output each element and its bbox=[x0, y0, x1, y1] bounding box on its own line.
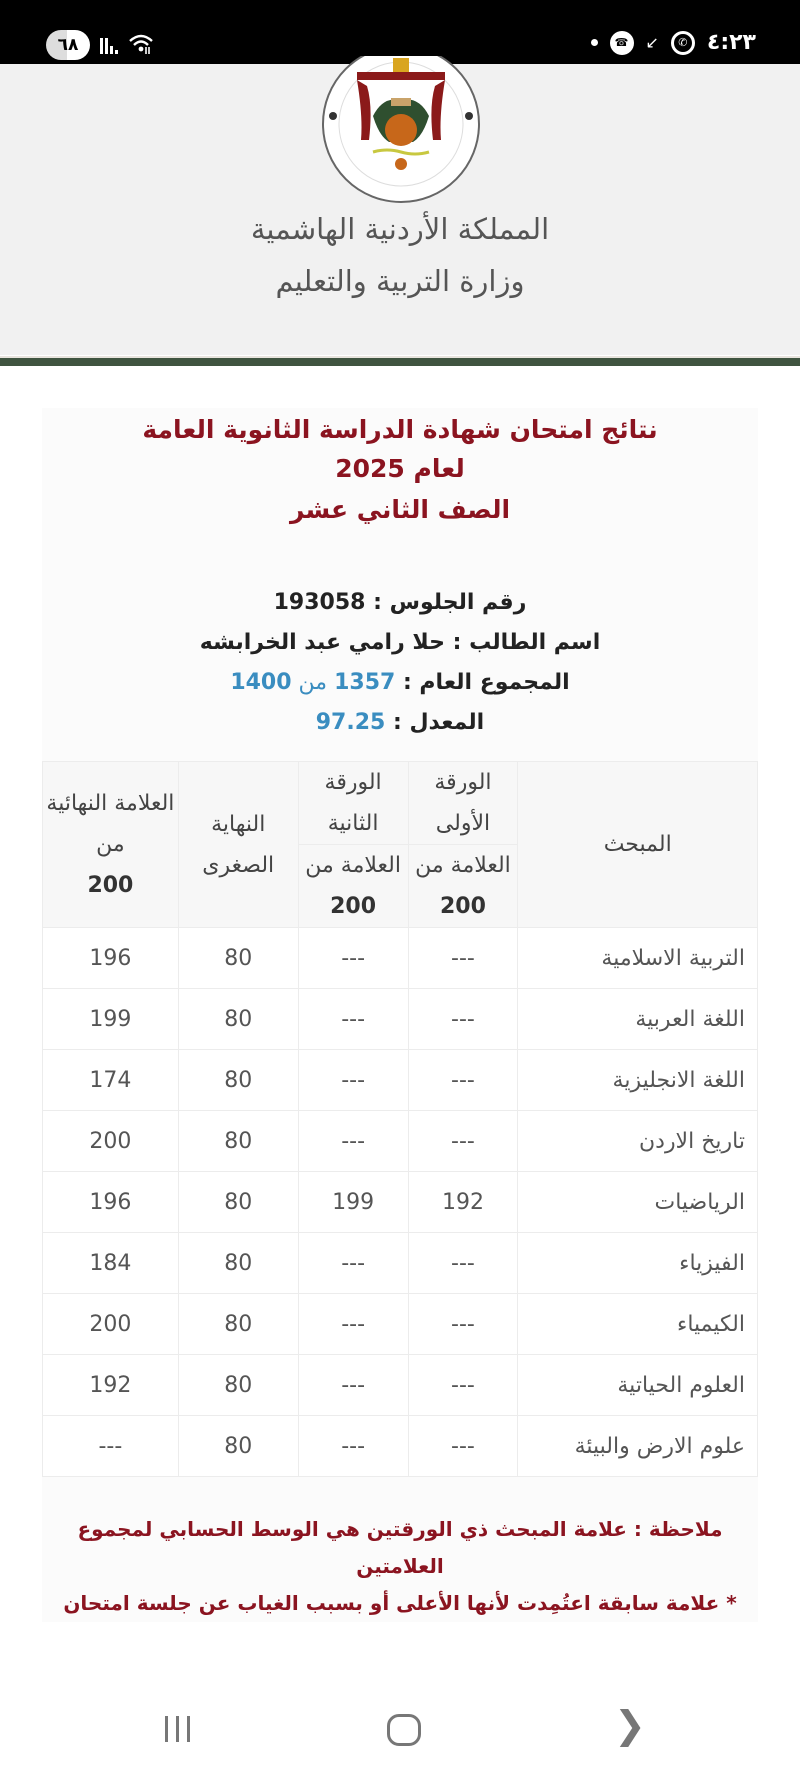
header-paper1-sub bbox=[408, 845, 518, 928]
paper2-cell: --- bbox=[298, 928, 408, 989]
final-cell: 196 bbox=[43, 928, 179, 989]
results-title-block bbox=[42, 408, 758, 531]
paper1-cell: --- bbox=[408, 1050, 518, 1111]
average-value: 97.25 bbox=[315, 710, 386, 735]
min-cell: 80 bbox=[178, 1111, 298, 1172]
header-divider bbox=[0, 356, 800, 366]
results-card bbox=[42, 408, 758, 1622]
note-previous-mark: * علامة سابقة اعتُمِدت لأنها الأعلى أو بسبب الغياب عن جلسة امتحان bbox=[63, 1591, 737, 1615]
exam-year: لعام 2025 bbox=[335, 454, 465, 483]
wifi-icon bbox=[128, 33, 154, 58]
student-info bbox=[42, 583, 758, 743]
final-cell: 174 bbox=[43, 1050, 179, 1111]
notification-dot bbox=[591, 39, 598, 46]
min-cell: 80 bbox=[178, 1233, 298, 1294]
paper2-cell: --- bbox=[298, 1416, 408, 1477]
table-row bbox=[43, 1050, 758, 1111]
paper1-cell: --- bbox=[408, 1355, 518, 1416]
subject-cell: العلوم الحياتية bbox=[518, 1355, 758, 1416]
paper2-cell: 199 bbox=[298, 1172, 408, 1233]
back-button[interactable] bbox=[614, 1703, 646, 1747]
kingdom-title: المملكة الأردنية الهاشمية bbox=[250, 212, 550, 246]
average-label: المعدل : bbox=[385, 710, 485, 735]
final-cell: 192 bbox=[43, 1355, 179, 1416]
paper2-cell: --- bbox=[298, 1233, 408, 1294]
exam-grade: الصف الثاني عشر bbox=[289, 495, 511, 524]
notes bbox=[42, 1511, 758, 1622]
paper2-cell: --- bbox=[298, 1050, 408, 1111]
subject-cell: اللغة العربية bbox=[518, 989, 758, 1050]
paper1-cell: --- bbox=[408, 928, 518, 989]
header-final-max: 200 bbox=[87, 873, 134, 898]
paper2-cell: --- bbox=[298, 1111, 408, 1172]
header-final-label: العلامة النهائية من bbox=[46, 791, 175, 857]
subject-cell: تاريخ الاردن bbox=[518, 1111, 758, 1172]
min-cell: 80 bbox=[178, 1416, 298, 1477]
total-value: 1357 bbox=[334, 670, 396, 695]
table-row bbox=[43, 1416, 758, 1477]
final-cell: 200 bbox=[43, 1111, 179, 1172]
subject-cell: الكيمياء bbox=[518, 1294, 758, 1355]
ministry-title: وزارة التربية والتعليم bbox=[275, 264, 525, 298]
total-max: 1400 bbox=[230, 670, 292, 695]
home-button[interactable] bbox=[387, 1714, 421, 1746]
seat-number-row bbox=[42, 583, 758, 623]
status-right bbox=[591, 30, 757, 55]
table-header-row bbox=[43, 762, 758, 845]
paper2-cell: --- bbox=[298, 989, 408, 1050]
header-paper1-sub-label: العلامة من bbox=[415, 853, 511, 878]
student-name-label: اسم الطالب : bbox=[444, 630, 601, 655]
student-name-row bbox=[42, 623, 758, 663]
back-icon: ❯ bbox=[614, 1703, 646, 1747]
min-cell: 80 bbox=[178, 928, 298, 989]
header-paper1-title: الورقة الأولى bbox=[408, 762, 518, 845]
final-cell: 196 bbox=[43, 1172, 179, 1233]
signal-icon bbox=[100, 36, 118, 54]
table-row bbox=[43, 1355, 758, 1416]
ministry-header bbox=[0, 64, 800, 355]
final-cell: 184 bbox=[43, 1233, 179, 1294]
emblem-icon bbox=[313, 56, 489, 208]
table-row bbox=[43, 1172, 758, 1233]
note-average: ملاحظة : علامة المبحث ذي الورقتين هي الوسط الحسابي لمجموع العلامتين bbox=[77, 1517, 723, 1578]
subject-cell: اللغة الانجليزية bbox=[518, 1050, 758, 1111]
paper1-cell: --- bbox=[408, 1233, 518, 1294]
paper1-cell: --- bbox=[408, 1294, 518, 1355]
navigation-bar bbox=[0, 1686, 800, 1777]
header-paper1-max: 200 bbox=[439, 894, 486, 919]
table-row bbox=[43, 1111, 758, 1172]
exam-title: نتائج امتحان شهادة الدراسة الثانوية العامة bbox=[142, 415, 658, 444]
student-name: حلا رامي عبد الخرابشه bbox=[199, 630, 445, 655]
status-bar bbox=[0, 0, 800, 64]
recents-icon bbox=[165, 1716, 168, 1742]
seat-number-label: رقم الجلوس : bbox=[365, 590, 527, 615]
seat-number: 193058 bbox=[273, 590, 366, 615]
subject-cell: الرياضيات bbox=[518, 1172, 758, 1233]
final-cell: 200 bbox=[43, 1294, 179, 1355]
header-paper2-sub-label: العلامة من bbox=[305, 853, 401, 878]
total-label: المجموع العام : bbox=[395, 670, 570, 695]
paper2-cell: --- bbox=[298, 1355, 408, 1416]
paper2-cell: --- bbox=[298, 1294, 408, 1355]
missed-call-icon: ↙ bbox=[645, 33, 659, 52]
min-cell: 80 bbox=[178, 989, 298, 1050]
min-cell: 80 bbox=[178, 1355, 298, 1416]
app-notification-icon: ☎ bbox=[610, 31, 634, 55]
recents-button[interactable] bbox=[165, 1716, 190, 1742]
paper1-cell: --- bbox=[408, 1416, 518, 1477]
final-cell: --- bbox=[43, 1416, 179, 1477]
status-left bbox=[46, 30, 154, 60]
battery-icon bbox=[46, 30, 90, 60]
whatsapp-icon: ✆ bbox=[671, 31, 695, 55]
total-row bbox=[42, 663, 758, 703]
header-min: النهاية الصغرى bbox=[178, 762, 298, 928]
final-cell: 199 bbox=[43, 989, 179, 1050]
battery-level: ٦٨ bbox=[57, 35, 79, 55]
header-paper2-title: الورقة الثانية bbox=[298, 762, 408, 845]
header-subject: المبحث bbox=[518, 762, 758, 928]
header-paper2-sub bbox=[298, 845, 408, 928]
clock: ٤:٢٣ bbox=[706, 30, 756, 55]
subject-cell: الفيزياء bbox=[518, 1233, 758, 1294]
paper1-cell: 192 bbox=[408, 1172, 518, 1233]
subject-cell: التربية الاسلامية bbox=[518, 928, 758, 989]
table-row bbox=[43, 1233, 758, 1294]
min-cell: 80 bbox=[178, 1172, 298, 1233]
header-final bbox=[43, 762, 179, 928]
table-row bbox=[43, 928, 758, 989]
table-row bbox=[43, 1294, 758, 1355]
header-paper2-max: 200 bbox=[330, 894, 377, 919]
min-cell: 80 bbox=[178, 1050, 298, 1111]
subject-cell: علوم الارض والبيئة bbox=[518, 1416, 758, 1477]
paper1-cell: --- bbox=[408, 989, 518, 1050]
min-cell: 80 bbox=[178, 1294, 298, 1355]
total-of: من bbox=[291, 670, 335, 695]
paper1-cell: --- bbox=[408, 1111, 518, 1172]
average-row bbox=[42, 703, 758, 743]
table-row bbox=[43, 989, 758, 1050]
results-table bbox=[42, 761, 758, 1477]
